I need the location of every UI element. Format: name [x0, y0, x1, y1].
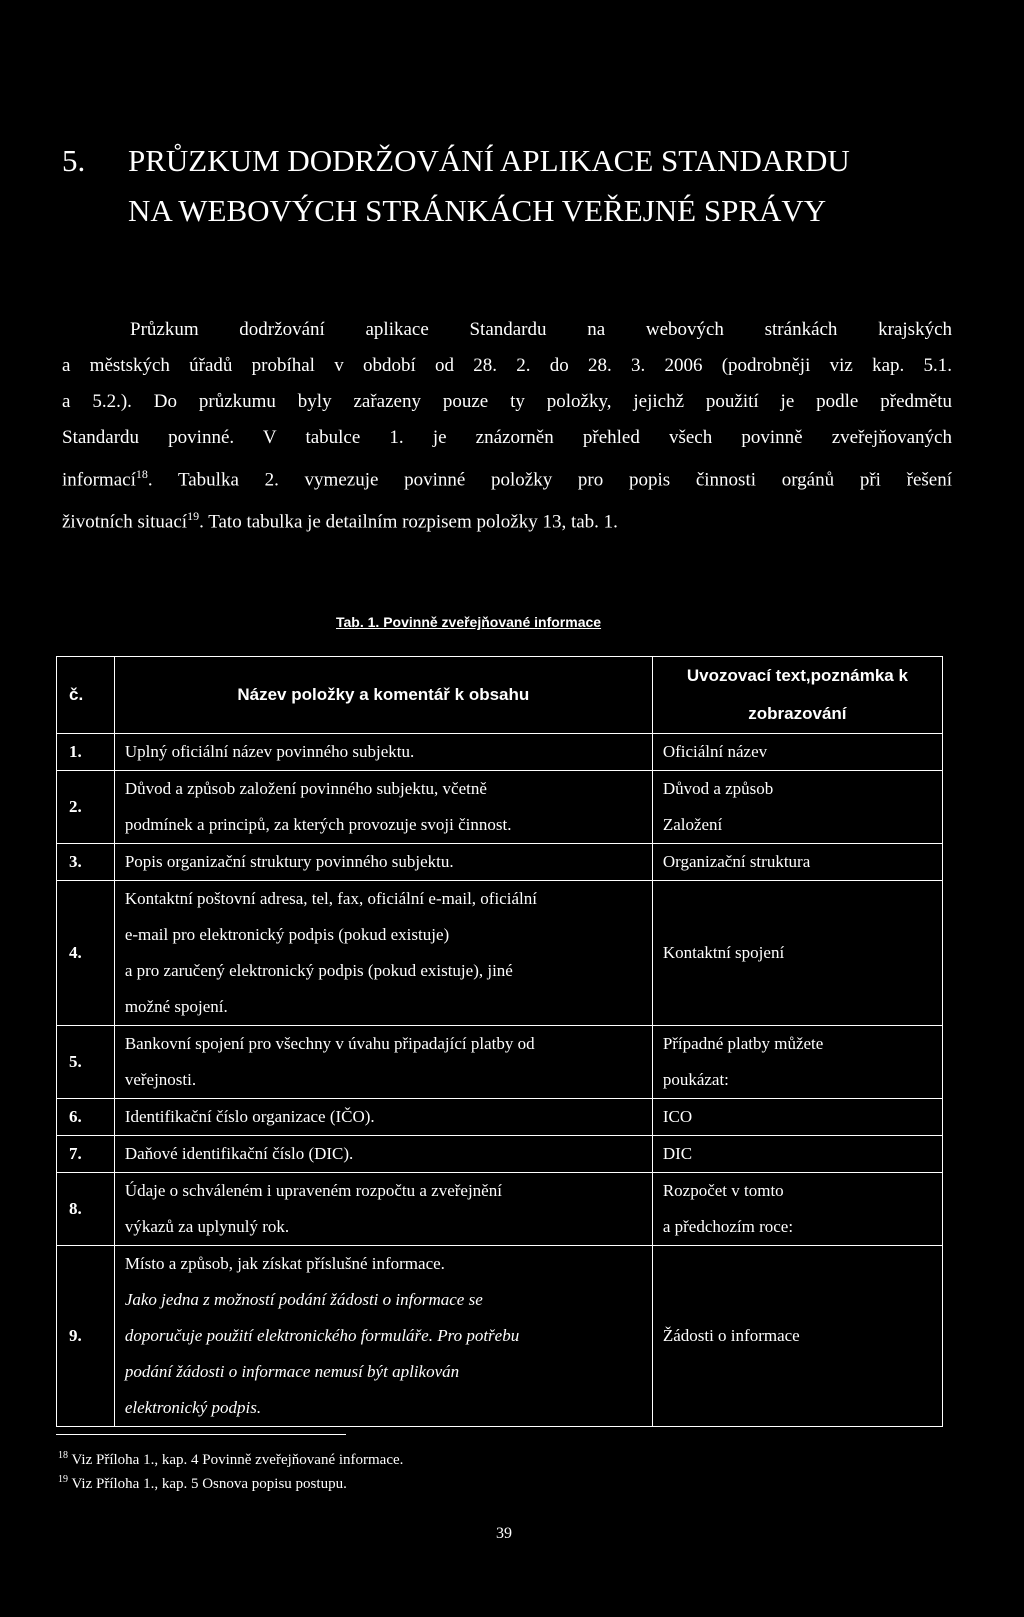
footnote-divider	[56, 1434, 346, 1435]
header-number: č.	[57, 657, 115, 734]
intro-text-line: ICO	[662, 1107, 693, 1126]
header-name: Název položky a komentář k obsahu	[114, 657, 652, 734]
table-row	[57, 1026, 943, 1099]
description-line: výkazů za uplynulý rok.	[124, 1217, 290, 1236]
intro-text-line: Založení	[662, 815, 723, 834]
description-line: Bankovní spojení pro všechny v úvahu připadající platby od	[124, 1034, 535, 1053]
intro-text-line: Žádosti o informace	[662, 1326, 800, 1345]
description-line: Daňové identifikační číslo (DIC).	[124, 1144, 354, 1163]
description-line: Uplný oficiální název povinného subjektu.	[124, 742, 415, 761]
description-line: Důvod a způsob založení povinného subjektu, včetně	[124, 779, 487, 798]
row-description	[114, 844, 652, 881]
row-description	[114, 1246, 652, 1427]
footnote-ref-19[interactable]: 19	[187, 509, 200, 524]
mandatory-info-table	[56, 656, 943, 1427]
row-description	[114, 1099, 652, 1136]
row-number: 8.	[57, 1173, 115, 1246]
footnote-text: Viz Příloha 1., kap. 4 Povinně zveřejňované informace.	[71, 1452, 404, 1468]
para-line: a 5.2.). Do průzkumu byly zařazeny pouze ty položky, jejichž použití je podle předmětu	[62, 391, 952, 412]
intro-text-line: DIC	[662, 1144, 693, 1163]
table-row	[57, 1136, 943, 1173]
footnote-number: 18	[58, 1450, 68, 1461]
row-number: 6.	[57, 1099, 115, 1136]
row-intro-text	[652, 1026, 942, 1099]
table-row	[57, 1173, 943, 1246]
description-note-line: doporučuje použití elektronického formuláře. Pro potřebu	[124, 1326, 520, 1345]
table-row	[57, 771, 943, 844]
row-number: 1.	[57, 734, 115, 771]
chapter-title-line2: NA WEBOVÝCH STRÁNKÁCH VEŘEJNÉ SPRÁVY	[128, 193, 827, 228]
table-caption: Tab. 1. Povinně zveřejňované informace	[336, 614, 602, 630]
chapter-title-line1: PRŮZKUM DODRŽOVÁNÍ APLIKACE STANDARDU	[128, 143, 850, 178]
header-intro-line1: Uvozovací text,	[686, 666, 811, 685]
row-intro-text	[652, 1099, 942, 1136]
description-line: podmínek a principů, za kterých provozuje svoji činnost.	[124, 815, 512, 834]
intro-text-line: Organizační struktura	[662, 852, 811, 871]
row-number: 3.	[57, 844, 115, 881]
intro-text-line: a předchozím roce:	[662, 1217, 794, 1236]
footnote-18	[58, 1446, 403, 1470]
footnote-ref-18[interactable]: 18	[135, 467, 148, 481]
row-intro-text	[652, 1136, 942, 1173]
row-number: 5.	[57, 1026, 115, 1099]
intro-text-line: Případné platby můžete	[662, 1034, 824, 1053]
description-line: Kontaktní poštovní adresa, tel, fax, oficiální e-mail, oficiální	[124, 889, 537, 908]
para-text: informací	[62, 469, 136, 491]
description-line: a pro zaručený elektronický podpis (pokud existuje), jiné	[124, 961, 513, 980]
page-number: 39	[496, 1525, 512, 1542]
row-intro-text	[652, 881, 942, 1026]
para-line	[62, 456, 952, 498]
row-description	[114, 881, 652, 1026]
para-text: životních situací	[62, 511, 188, 533]
description-note-line: Jako jedna z možností podání žádosti o informace se	[124, 1290, 483, 1309]
footnote-number: 19	[58, 1474, 68, 1485]
description-line: Identifikační číslo organizace (IČO).	[124, 1107, 375, 1126]
table-row	[57, 881, 943, 1026]
description-line: e-mail pro elektronický podpis (pokud existuje)	[124, 925, 450, 944]
header-intro	[652, 657, 942, 734]
row-description	[114, 1026, 652, 1099]
row-description	[114, 1173, 652, 1246]
row-description	[114, 771, 652, 844]
intro-text-line: Rozpočet v tomto	[662, 1181, 784, 1200]
table-row	[57, 844, 943, 881]
intro-paragraph	[62, 312, 952, 541]
description-line: Místo a způsob, jak získat příslušné informace.	[124, 1254, 445, 1273]
description-note-line: podání žádosti o informace nemusí být aplikován	[124, 1362, 460, 1381]
row-number: 9.	[57, 1246, 115, 1427]
para-line: a městských úřadů probíhal v období od 28. 2. do 28. 3. 2006 (podrobněji viz kap. 5.1.	[62, 355, 952, 376]
para-text: . Tabulka 2. vymezuje povinné položky pro popis činnosti orgánů při řešení	[147, 469, 952, 491]
para-text: . Tato tabulka je detailním rozpisem položky 13, tab. 1.	[199, 511, 618, 533]
row-intro-text	[652, 844, 942, 881]
intro-text-line: Důvod a způsob	[662, 779, 774, 798]
chapter-number: 5.	[62, 143, 86, 178]
description-note-line: elektronický podpis.	[124, 1398, 262, 1417]
row-intro-text	[652, 734, 942, 771]
description-line: veřejnosti.	[124, 1070, 197, 1089]
row-description	[114, 734, 652, 771]
intro-text-line: Kontaktní spojení	[662, 943, 785, 962]
intro-text-line: Oficiální název	[662, 742, 768, 761]
row-description	[114, 1136, 652, 1173]
table-row	[57, 734, 943, 771]
table-header-row	[57, 657, 943, 734]
row-intro-text	[652, 1173, 942, 1246]
intro-text-line: poukázat:	[662, 1070, 729, 1089]
row-intro-text	[652, 1246, 942, 1427]
row-number: 2.	[57, 771, 115, 844]
description-line: možné spojení.	[124, 997, 228, 1016]
description-line: Popis organizační struktury povinného subjektu.	[124, 852, 454, 871]
description-line: Údaje o schváleném i upraveném rozpočtu a zveřejnění	[124, 1181, 502, 1200]
para-line	[62, 498, 952, 540]
footnote-19	[58, 1470, 403, 1494]
para-line: Standardu povinné. V tabulce 1. je znázorněn přehled všech povinně zveřejňovaných	[62, 427, 952, 448]
footnote-text: Viz Příloha 1., kap. 5 Osnova popisu postupu.	[71, 1476, 347, 1492]
footnotes	[58, 1446, 403, 1494]
row-number: 7.	[57, 1136, 115, 1173]
chapter-heading	[62, 136, 850, 236]
header-intro-line2: poznámka k zobrazování	[748, 666, 908, 723]
table-row	[57, 1099, 943, 1136]
row-number: 4.	[57, 881, 115, 1026]
table-row	[57, 1246, 943, 1427]
row-intro-text	[652, 771, 942, 844]
para-line: Průzkum dodržování aplikace Standardu na webových stránkách krajských	[130, 319, 952, 340]
